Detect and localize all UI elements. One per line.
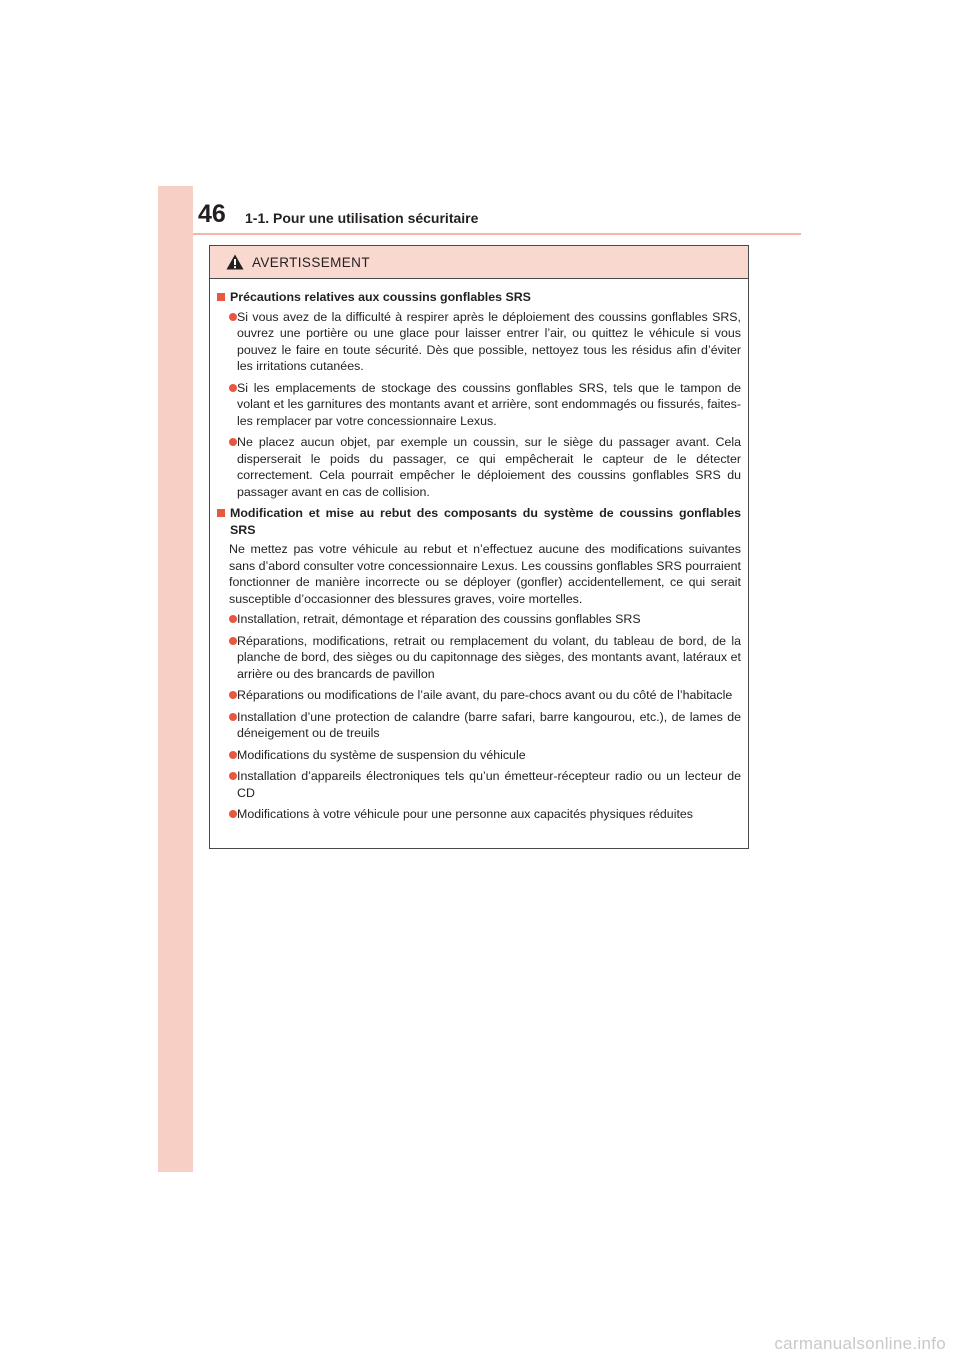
list-item (217, 768, 741, 801)
round-bullet-icon (229, 751, 237, 759)
warning-header (210, 246, 748, 279)
section-heading-text: Précautions relatives aux coussins gonflables SRS (230, 290, 531, 304)
warning-triangle-icon (226, 254, 244, 270)
page-number: 46 (198, 200, 226, 228)
round-bullet-icon (229, 637, 237, 645)
list-item (217, 633, 741, 683)
list-item (217, 611, 741, 628)
square-bullet-icon (217, 509, 225, 517)
list-item (217, 747, 741, 764)
list-item-text: Modifications à votre véhicule pour une personne aux capacités physiques réduites (237, 807, 693, 821)
round-bullet-icon (229, 313, 237, 321)
round-bullet-icon (229, 438, 237, 446)
section-heading-precautions (217, 289, 741, 306)
square-bullet-icon (217, 293, 225, 301)
side-color-strip (158, 186, 193, 1172)
warning-title: AVERTISSEMENT (252, 254, 370, 270)
section-title: 1-1. Pour une utilisation sécuritaire (245, 210, 479, 226)
list-item (217, 380, 741, 430)
list-item-text: Installation d’appareils électroniques tels qu’un émetteur-récepteur radio ou un lecteur de CD (237, 769, 741, 800)
list-item-text: Modifications du système de suspension du véhicule (237, 747, 526, 762)
list-item-text: Installation d’une protection de calandre (barre safari, barre kangourou, etc.), de lames de déneigement ou de treuils (237, 709, 741, 740)
list-item (217, 309, 741, 375)
warning-content (210, 279, 748, 823)
list-item-text: Si vous avez de la difficulté à respirer après le déploiement des coussins gonflables SRS, ouvrez une portière ou une glace pour laisser entrer l’air, ou quittez le véhicule si vous pouvez le faire en toute sécurité. Dès que possible, nettoyez tous les résidus afin d’éviter les irritations cutanées. (237, 309, 741, 373)
round-bullet-icon (229, 691, 237, 699)
list-item-text: Réparations, modifications, retrait ou remplacement du volant, du tableau de bord, de la planche de bord, des sièges ou du capitonnage des sièges, des montants avant, latéraux et arrière ou des brancards de pavillon (237, 633, 741, 681)
list-item-text: Installation, retrait, démontage et réparation des coussins gonflables SRS (237, 612, 641, 626)
list-item (217, 806, 741, 823)
round-bullet-icon (229, 713, 237, 721)
list-item-text: Ne placez aucun objet, par exemple un coussin, sur le siège du passager avant. Cela disperserait le poids du passager, ce qui empêcherait le capteur de le détecter correctement. Cela pourrait empêcher le déploiement des coussins gonflables SRS du passager avant en cas de collision. (237, 435, 741, 499)
section-heading-text: Modification et mise au rebut des composants du système de coussins gonflables SRS (230, 506, 741, 537)
list-item-text: Si les emplacements de stockage des coussins gonflables SRS, tels que le tampon de volant et les garnitures des montants avant et arrière, sont endommagés ou fissurés, faites-les remplacer par votre concessionnaire Lexus. (237, 380, 741, 428)
section-paragraph: Ne mettez pas votre véhicule au rebut et n’effectuez aucune des modifications suivantes sans d’abord consulter votre concessionnaire Lexus. Les coussins gonflables SRS pourraient fonctionner de manière incorrecte ou se déployer (gonfler) accidentellement, ce qui serait susceptible d’occasionner des blessures graves, voire mortelles. (229, 542, 741, 606)
round-bullet-icon (229, 615, 237, 623)
round-bullet-icon (229, 810, 237, 818)
section-heading-modification (217, 505, 741, 538)
list-item (217, 687, 741, 704)
round-bullet-icon (229, 772, 237, 780)
list-item (217, 434, 741, 500)
round-bullet-icon (229, 384, 237, 392)
warning-box (209, 245, 749, 849)
list-item-text: Réparations ou modifications de l’aile avant, du pare-chocs avant ou du côté de l’habitacle (237, 688, 733, 702)
watermark: carmanualsonline.info (774, 1334, 946, 1353)
list-item (217, 709, 741, 742)
header-rule (193, 233, 801, 235)
